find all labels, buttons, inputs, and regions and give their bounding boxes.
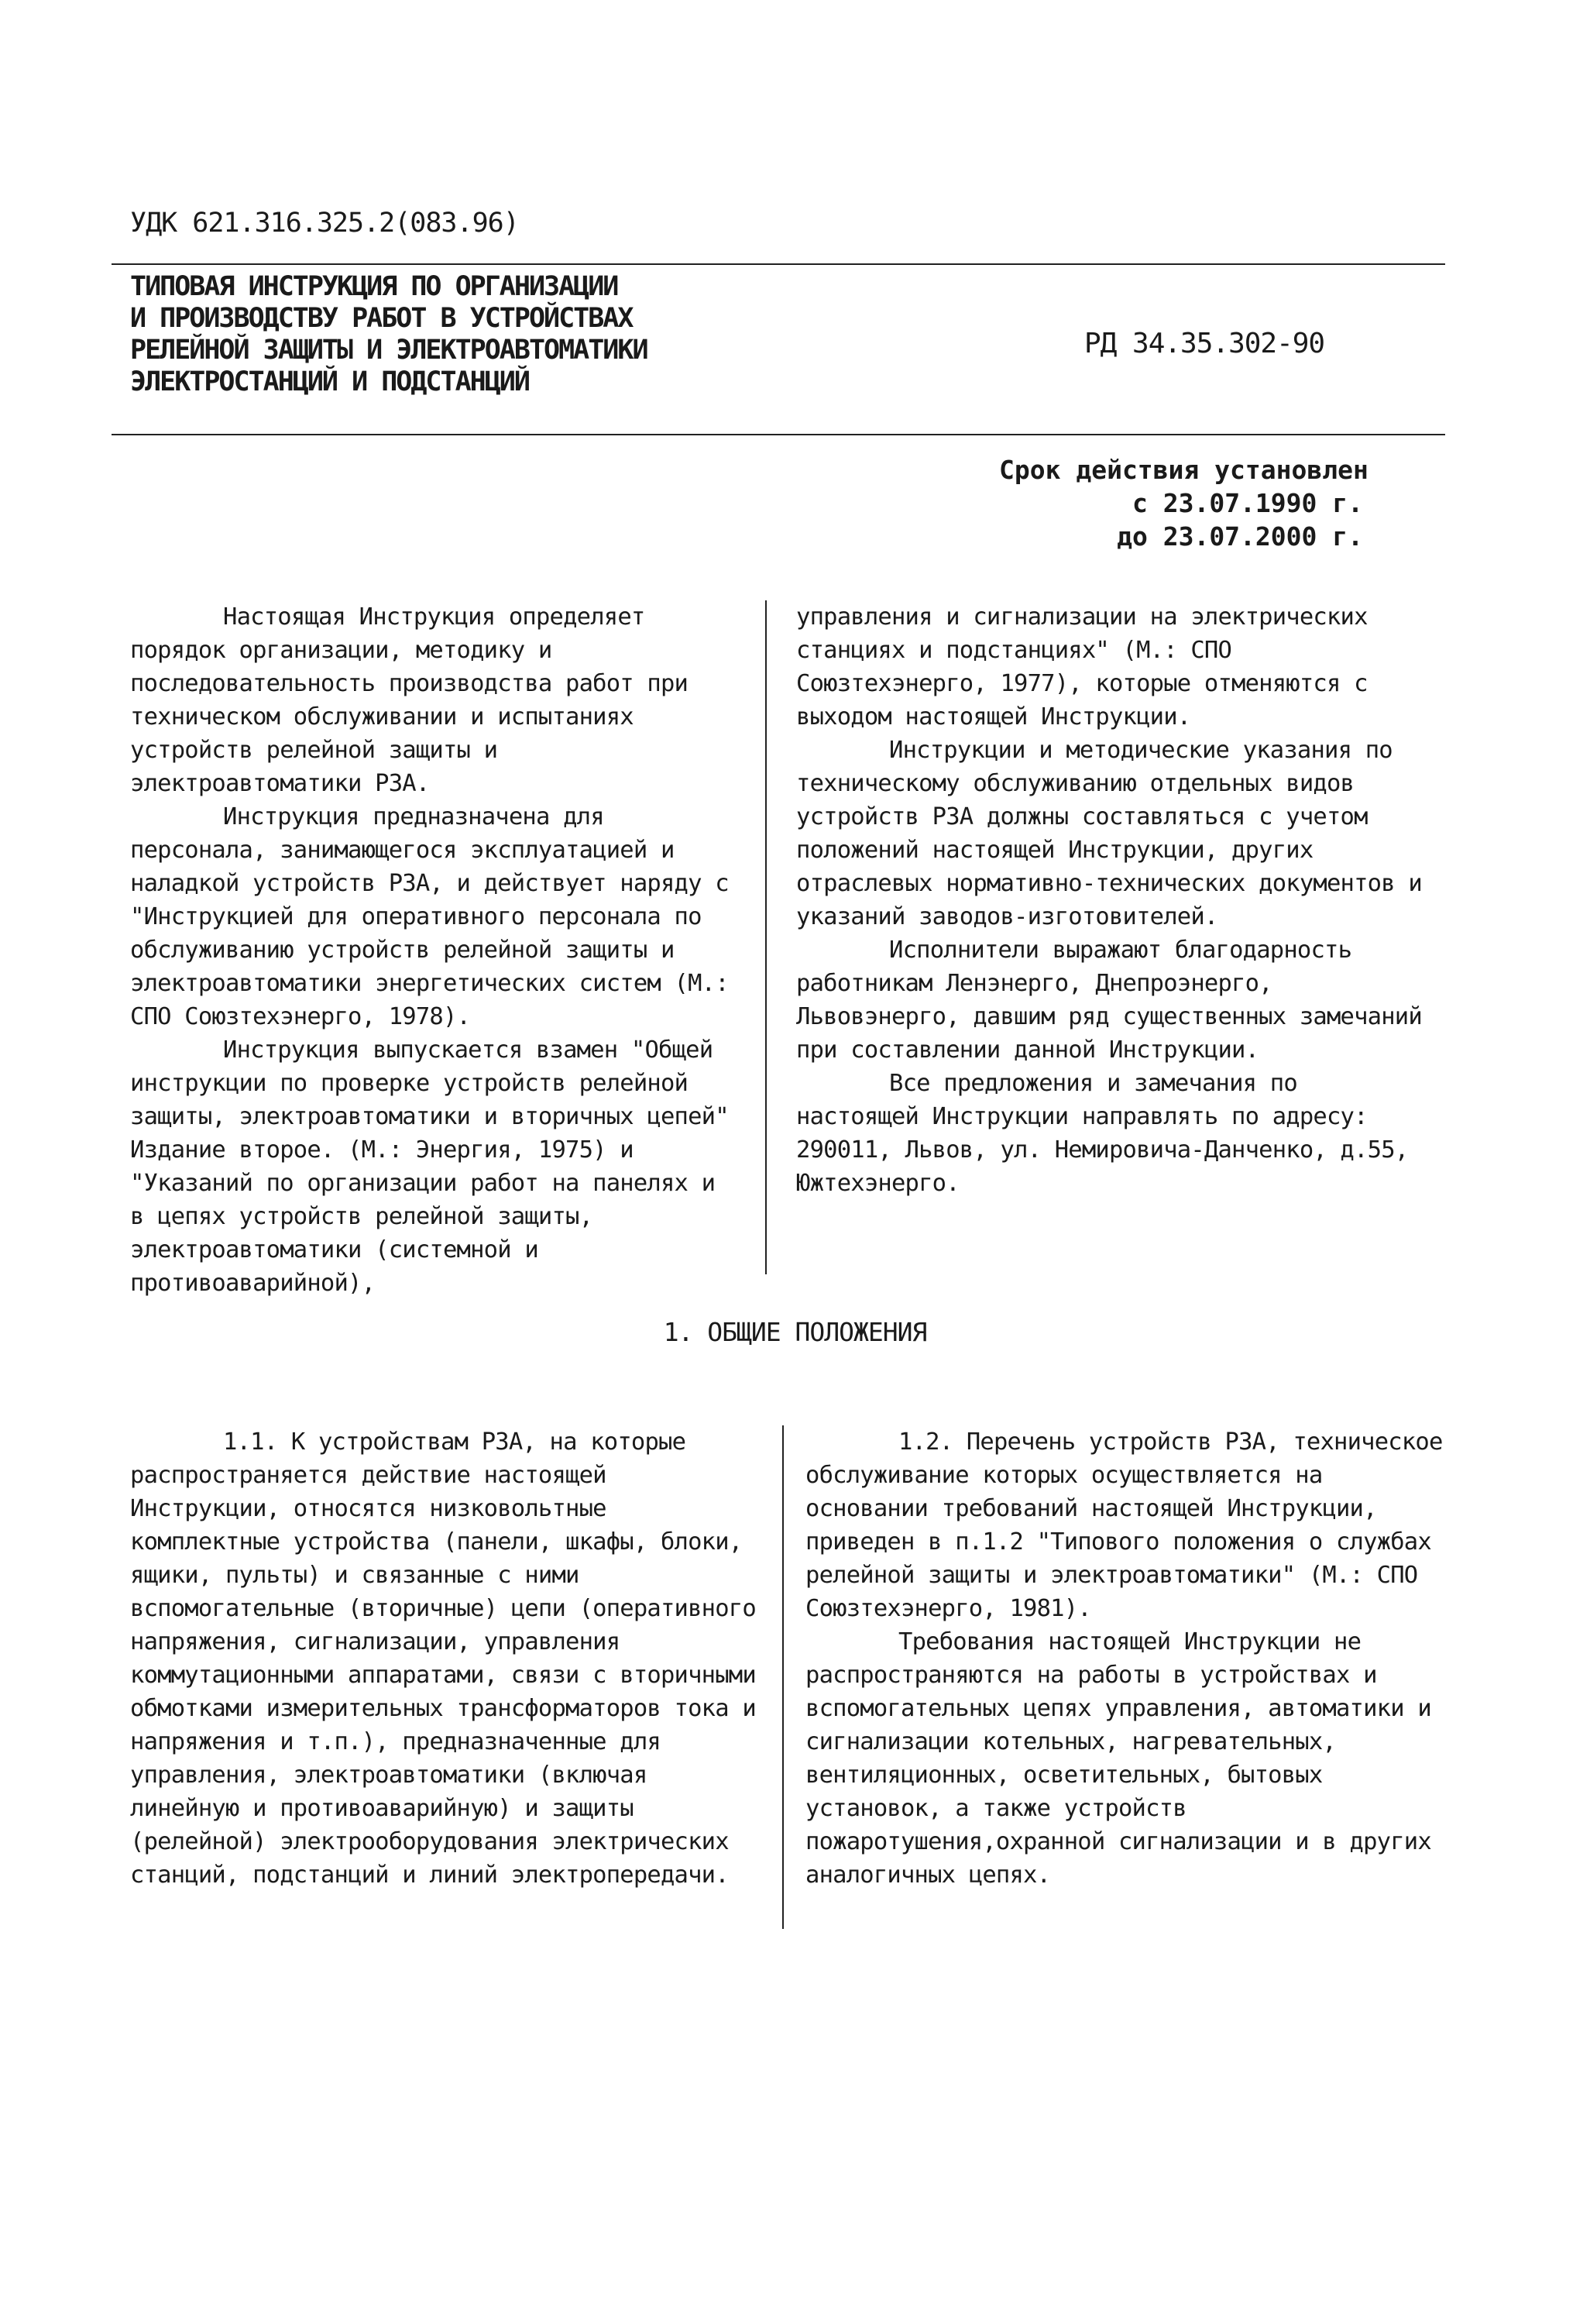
section-paragraph: 1.2. Перечень устройств РЗА, техническое обслуживание которых осуществляется на основании требований настоящей Инструкции, приведен в п.1.2 "Типового положения о службах релейной защиты и электроавтоматики" (М.: СПО Союзтехэнерго, 1981). [805, 1428, 1443, 1622]
section-paragraph: Требования настоящей Инструкции не распространяются на работы в устройствах и вспомогательных цепях управления, автоматики и сигнализации котельных, нагревательных, вентиляционных, осветительных, бытовых установок, а также устройств пожаротушения,охранной сигнализации и в других аналогичных цепях. [805, 1628, 1431, 1889]
section-heading: 1. ОБЩИЕ ПОЛОЖЕНИЯ [663, 1317, 927, 1347]
intro-paragraph: Исполнители выражают благодарность работникам Ленэнерго, Днепроэнерго, Львовэнерго, давшим ряд существенных замечаний при составлении данной Инструкции. [796, 937, 1422, 1064]
intro-paragraph: Инструкция предназначена для персонала, занимающегося эксплуатацией и наладкой устройств РЗА, и действует наряду с "Инструкцией для оперативного персонала по обслуживанию устройств релейной защиты и электроавтоматики энергетических систем (М.: СПО Союзтехэнерго, 1978). [130, 803, 729, 1030]
document-title [130, 271, 647, 398]
title-line-3: РЕЛЕЙНОЙ ЗАЩИТЫ И ЭЛЕКТРОАВТОМАТИКИ [130, 335, 647, 366]
title-line-2: И ПРОИЗВОДСТВУ РАБОТ В УСТРОЙСТВАХ [130, 303, 633, 334]
validity-block [999, 453, 1368, 553]
intro-paragraph: Инструкция выпускается взамен "Общей инструкции по проверке устройств релейной защиты, электроавтоматики и вторичных цепей" Издание второе. (М.: Энергия, 1975) и "Указаний по организации работ на панелях и в цепях устройств релейной защиты, электроавтоматики (системной и противоаварийной), [130, 1037, 729, 1297]
validity-line-2: с 23.07.1990 г. [1132, 488, 1363, 518]
intro-paragraph: Настоящая Инструкция определяет порядок организации, методику и последовательность производства работ при техническом обслуживании и испытаниях устройств релейной защиты и электроавтоматики РЗА. [130, 603, 689, 797]
bottom-rule [112, 434, 1445, 435]
column-divider [765, 600, 767, 1274]
intro-paragraph: управления и сигнализации на электрических станциях и подстанциях" (М.: СПО Союзтехэнерго, 1977), которые отменяются с выходом настоящей Инструкции. [796, 603, 1368, 731]
validity-line-3: до 23.07.2000 г. [1117, 521, 1363, 552]
intro-right-column [796, 600, 1431, 1200]
section-left-column [130, 1425, 761, 1892]
column-divider [782, 1425, 784, 1929]
title-line-1: ТИПОВАЯ ИНСТРУКЦИЯ ПО ОРГАНИЗАЦИИ [130, 271, 618, 302]
document-code: РД 34.35.302-90 [1084, 328, 1325, 359]
title-line-4: ЭЛЕКТРОСТАНЦИЙ И ПОДСТАНЦИЙ [130, 366, 529, 397]
section-right-column [805, 1425, 1448, 1892]
intro-left-column [130, 600, 734, 1300]
intro-paragraph: Инструкции и методические указания по техническому обслуживанию отдельных видов устройств РЗА должны составляться с учетом положений настоящей Инструкции, других отраслевых нормативно-технических документов и указаний заводов-изготовителей. [796, 737, 1422, 930]
udc-code: УДК 621.316.325.2(083.96) [130, 208, 519, 239]
validity-line-1: Срок действия установлен [999, 455, 1368, 485]
intro-paragraph: Все предложения и замечания по настоящей Инструкции направлять по адресу: 290011, Львов, ул. Немировича-Данченко, д.55, Южтехэнерго. [796, 1070, 1409, 1197]
top-rule [112, 263, 1445, 265]
section-paragraph: 1.1. К устройствам РЗА, на которые распространяется действие настоящей Инструкции, относятся низковольтные комплектные устройства (панели, шкафы, блоки, ящики, пульты) и связанные с ними вспомогательные (вторичные) цепи (оперативного напряжения, сигнализации, управления коммутационными аппаратами, связи с вторичными обмотками измерительных трансформаторов тока и напряжения и т.п.), предназначенные для управления, электроавтоматики (включая линейную и противоаварийную) и защиты (релейной) электрооборудования электрических станций, подстанций и линий электропередачи. [130, 1428, 756, 1889]
